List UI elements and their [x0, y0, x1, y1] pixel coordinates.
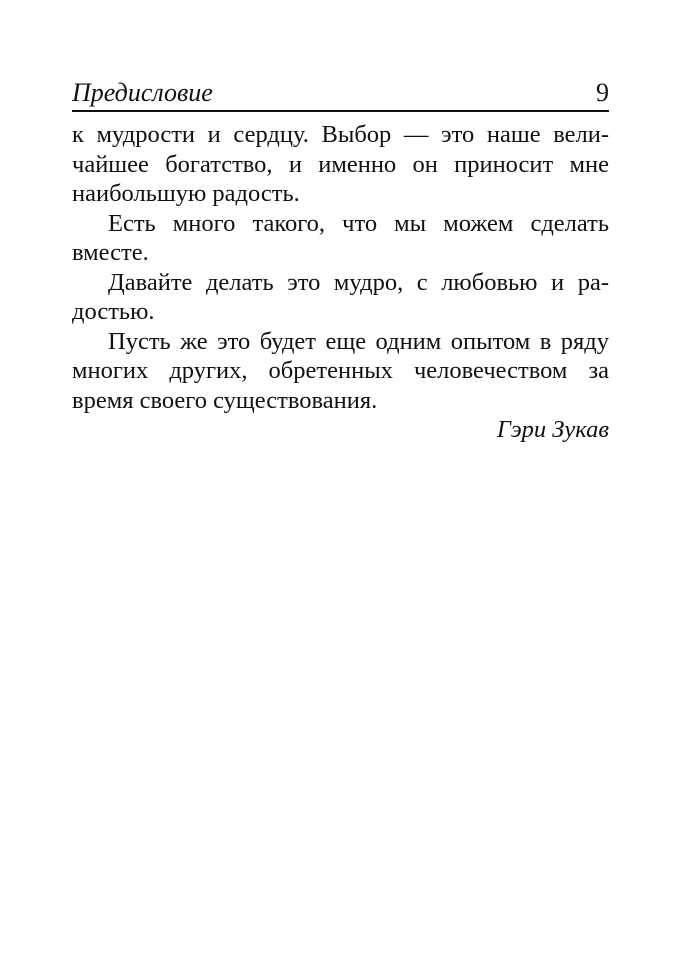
- text-line-3: наибольшую радость.: [72, 180, 300, 207]
- text-line-5: вместе.: [72, 239, 149, 266]
- text-line-4: Есть много такого, что мы можем сделать: [108, 209, 609, 237]
- text-line-8: Пусть же это будет еще одним опытом в ряду: [108, 327, 609, 355]
- text-line-2: чайшее богатство, и именно он приносит мне: [72, 150, 609, 178]
- text-line-9: многих других, обретенных человечеством за: [72, 357, 609, 384]
- book-page: [72, 74, 609, 445]
- section-title: Предисловие: [72, 78, 213, 107]
- text-line-6: Давайте делать это мудро, с любовью и ра-: [108, 268, 609, 296]
- running-header: [72, 74, 609, 112]
- text-line-1: к мудрости и сердцу. Выбор — это наше вели-: [72, 121, 609, 148]
- text-line-7: достью.: [72, 298, 155, 325]
- author-signature: Гэри Зукав: [496, 416, 609, 443]
- page-number: 9: [596, 78, 609, 107]
- body-text: [72, 120, 609, 445]
- text-line-10: время своего существования.: [72, 386, 378, 414]
